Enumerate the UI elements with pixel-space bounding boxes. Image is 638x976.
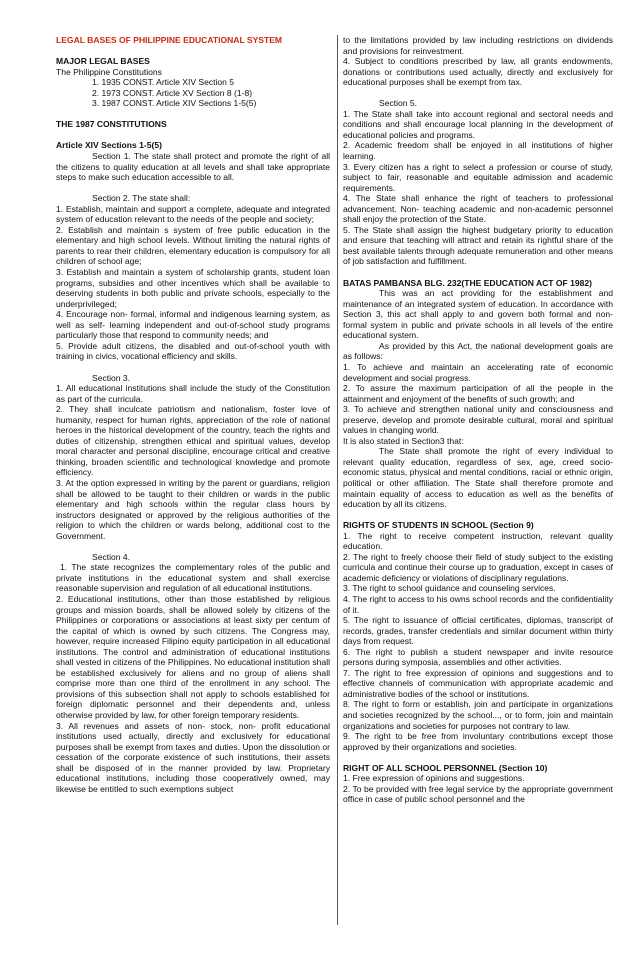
section-4-item: 3. All revenues and assets of non- stock, non- profit educational institutions used actually, directly and exclusively for educational purposes shall be exempt from taxes and duties. Upon the dissolution or cessation of the corporate existence of such institutions, their assets shall be disposed of in the manner provided by law. Proprietary educational institutions, including those cooperatively owned, may likewise be entitled to such exemptions subject — [56, 720, 330, 794]
education-act-goals-intro: As provided by this Act, the national development goals are as follows: — [343, 340, 613, 362]
left-column — [56, 35, 330, 794]
section-4-item: 4. Subject to conditions prescribed by law, all grants endowments, donations or contributions used actually, directly and exclusively for educational purposes shall be exempt from tax. — [343, 56, 613, 88]
section-2-item: 1. Establish, maintain and support a complete, adequate and integrated system of education relevant to the needs of the people and society; — [56, 203, 330, 225]
section-2-item: 2. Establish and maintain s system of free public education in the elementary and high school levels. Without limiting the natural rights of parents to rear their children, elementary education is compulsory for all children of school age; — [56, 224, 330, 267]
section-2-item: 4. Encourage non- formal, informal and indigenous learning system, as well as self- learning independent and out-of-school study programs particularly those that respond to community needs; and — [56, 309, 330, 341]
education-act-section3-text: The State shall promote the right of every individual to relevant quality education, regardless of sex, age, creed socio- economic status, physical and mental conditions, racial or ethnic origin, political or other affiliation. The State shall therefore promote and maintain equality of access to education as well as the benefits of education by all its citizens. — [343, 446, 613, 510]
student-right-item: 5. The right to issuance of official certificates, diplomas, transcript of records, grades, transfer credentials and similar document within thirty days from request. — [343, 615, 613, 647]
student-right-item: 9. The right to be free from involuntary contributions except those approved by their organizations and societies. — [343, 731, 613, 752]
education-act-goal: 3. To achieve and strengthen national unity and consciousness and preserve, develop and promote desirable cultural, moral and spiritual values in changing world. — [343, 404, 613, 436]
student-right-item: 7. The right to free expression of opinions and suggestions and to effective channels of communication with appropriate academic and administrative bodies of the school or institutions. — [343, 667, 613, 699]
major-legal-bases-heading: MAJOR LEGAL BASES — [56, 56, 150, 67]
constitution-list-item: 3. 1987 CONST. Article XIV Sections 1-5(5) — [92, 98, 257, 109]
section-4-heading: Section 4. — [92, 551, 131, 562]
section-1-text: Section 1. The state shall protect and promote the right of all the citizens to quality education at all levels and shall take appropriate steps to make such education accessible to all. — [56, 151, 330, 183]
student-right-item: 4. The right to access to his owns school records and the confidentiality of it. — [343, 593, 613, 615]
right-column — [343, 35, 613, 805]
student-rights-heading: RIGHTS OF STUDENTS IN SCHOOL (Section 9) — [343, 520, 534, 531]
section-2-item: 3. Establish and maintain a system of scholarship grants, student loan programs, subsidies and other incentives which shall be available to deserving students in both public and private schools, especially to the underprivileged; — [56, 267, 330, 309]
education-act-goal: 2. To assure the maximum participation of all the people in the attainment and enjoyment of the benefits of such growth; and — [343, 383, 613, 404]
section-4-item: 2. Educational institutions, other than those established by religious groups and mission boards, shall be allowed solely by citizens of the Philippines or corporations or associations at least sixty per centum of the capital of which is owned by such citizens. The Congress may, however, require increased Filipino equity participation in all educational institutions. The control and administration of educational institutions shall vested in citizens of the Philippines. No educational institution shall be established exclusively for aliens and no group of aliens shall comprise more than one third of the enrollment in any school. The provisions of this subsection shall not apply to schools established for foreign diplomatic personnel and their dependents and, unless otherwise provided by law, for other foreign temporary residents. — [56, 593, 330, 720]
section-4-item: 1. The state recognizes the complementary roles of the public and private institutions in the educational system and shall exercise reasonable supervision and regulation of all educational institutions. — [56, 562, 330, 594]
education-act-intro: This was an act providing for the establishment and maintenance of an integrated system of education. In accordance with Section 3, this act shall apply to and govern both formal and non- formal system in public and private schools in all levels of the entire educational system. — [343, 288, 613, 341]
student-right-item: 6. The right to publish a student newspaper and invite resource persons during symposia, assemblies and other activities. — [343, 646, 613, 668]
personnel-right-item: 2. To be provided with free legal service by the appropriate government office in case of public school personnel and the — [343, 783, 613, 805]
personnel-rights-heading: RIGHT OF ALL SCHOOL PERSONNEL (Section 10) — [343, 762, 548, 773]
education-act-section3-intro: It is also stated in Section3 that: — [343, 435, 464, 446]
section-5-heading: Section 5. — [379, 98, 418, 109]
section-5-item: 5. The State shall assign the highest budgetary priority to education and ensure that teaching will attract and retain its rightful share of the best available talents through adequate remuneration and other means of job satisfaction and fulfillment. — [343, 224, 613, 267]
continued-text: to the limitations provided by law including restrictions on dividends and provisions for reinvestment. — [343, 35, 613, 56]
section-2-item: 5. Provide adult citizens, the disabled and out-of-school youth with training in civics, vocational efficiency and skills. — [56, 340, 330, 362]
section-3-item: 3. At the option expressed in writing by the parent or guardians, religion shall be allowed to be taught to their children or wards in the public elementary and high schools within the regular class hours by instructors designated or approved by the religious authorities of the religion to which the children or wards belong, additional cost to the Government. — [56, 477, 330, 541]
section-3-item: 2. They shall inculcate patriotism and nationalism, foster love of humanity, respect for human rights, appreciation of the role of national heroes in the historical development of the country, teach the rights and duties of citizenship, strengthen ethical and spiritual values, develop moral character and personal discipline, encourage critical and creative thinking, broaden scientific and technological knowledge and promote efficiency. — [56, 404, 330, 478]
education-act-goal: 1. To achieve and maintain an accelerating rate of economic development and social progress. — [343, 361, 613, 383]
section-3-heading: Section 3. — [92, 372, 131, 383]
section-2-heading: Section 2. The state shall: — [92, 193, 191, 204]
student-right-item: 2. The right to freely choose their field of study subject to the existing curricula and continue their course up to graduation, except in cases of academic deficiency or violations of disciplinary regulations. — [343, 551, 613, 583]
student-right-item: 3. The right to school guidance and counseling services. — [343, 583, 556, 594]
article-heading: Article XIV Sections 1-5(5) — [56, 140, 162, 151]
constitutions-subheading: The Philippine Constitutions — [56, 66, 162, 77]
student-right-item: 8. The right to form or establish, join and participate in organizations and societies recognized by the school..., or to form, join and maintain organizations and societies for purposes not contrary to law. — [343, 699, 613, 731]
section-5-item: 1. The State shall take into account regional and sectoral needs and conditions and shall encourage local planning in the development of educational policies and programs. — [343, 108, 613, 140]
constitution-list-item: 2. 1973 CONST. Article XV Section 8 (1-8) — [92, 87, 253, 98]
constitution-list-item: 1. 1935 CONST. Article XIV Section 5 — [92, 77, 235, 88]
personnel-right-item: 1. Free expression of opinions and suggestions. — [343, 773, 525, 784]
constitution-1987-heading: THE 1987 CONSTITUTIONS — [56, 119, 167, 130]
section-3-item: 1. All educational institutions shall include the study of the Constitution as part of the curricula. — [56, 383, 330, 404]
section-5-item: 2. Academic freedom shall be enjoyed in all institutions of higher learning. — [343, 140, 613, 162]
section-5-item: 3. Every citizen has a right to select a profession or course of study, subject to fair, reasonable and equitable admission and academic requirements. — [343, 161, 613, 193]
education-act-heading: BATAS PAMBANSA BLG. 232(THE EDUCATION ACT OF 1982) — [343, 277, 592, 288]
student-right-item: 1. The right to receive competent instruction, relevant quality education. — [343, 530, 613, 552]
document-title: LEGAL BASES OF PHILIPPINE EDUCATIONAL SYSTEM — [56, 35, 283, 45]
section-5-item: 4. The State shall enhance the right of teachers to professional advancement. Non- teaching academic and non-academic personnel shall enjoy the protection of the State. — [343, 193, 613, 225]
column-divider — [337, 35, 338, 925]
